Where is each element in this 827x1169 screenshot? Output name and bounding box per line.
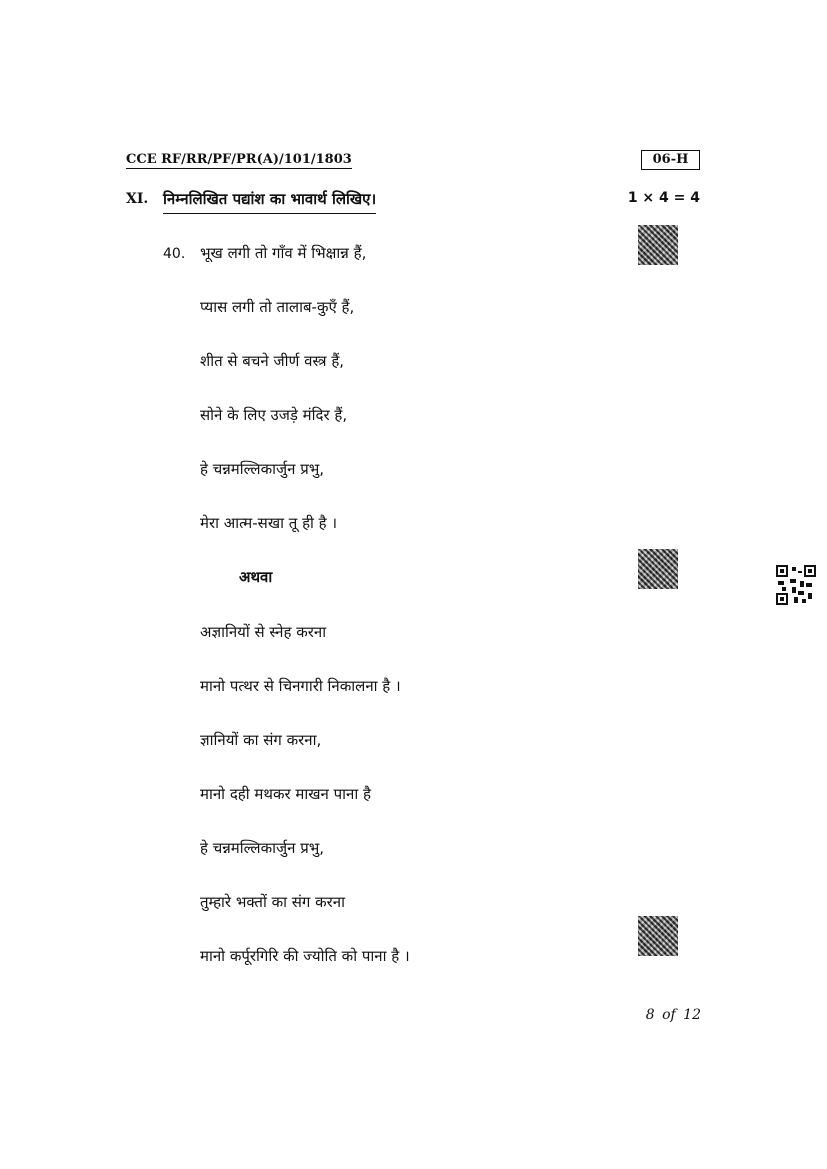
page-number: 8 of 12	[645, 1007, 701, 1023]
poem-line: मानो कर्पूरगिरि की ज्योति को पाना है ।	[200, 947, 410, 965]
paper-series-code: CCE RF/RR/PF/PR(A)/101/1803	[126, 152, 352, 167]
question-title: निम्नलिखित पद्यांश का भावार्थ लिखिए।	[163, 189, 376, 214]
or-label: अथवा	[239, 568, 273, 586]
scan-noise-marker	[638, 549, 678, 589]
poem-line: शीत से बचने जीर्ण वस्त्र हैं,	[200, 352, 345, 370]
scan-noise-marker	[638, 916, 678, 956]
poem-line: मानो पत्थर से चिनगारी निकालना है ।	[200, 677, 401, 695]
marks-allocation: 1 × 4 = 4	[627, 190, 700, 206]
poem-line: भूख लगी तो गाँव में भिक्षान्न हैं,	[200, 244, 367, 262]
poem-line: हे चन्नमल्लिकार्जुन प्रभु,	[200, 839, 325, 857]
poem-line: प्यास लगी तो तालाब-कुएँ हैं,	[200, 298, 355, 316]
poem-line: तुम्हारे भक्तों का संग करना	[200, 893, 346, 911]
item-number: 40.	[163, 246, 186, 262]
poem-line: मानो दही मथकर माखन पाना है	[200, 785, 371, 803]
qr-code-icon	[776, 565, 816, 605]
poem-line: मेरा आत्म-सखा तू ही है ।	[200, 514, 338, 532]
question-number: XI.	[126, 191, 149, 207]
poem-line: सोने के लिए उजड़े मंदिर हैं,	[200, 406, 348, 424]
poem-line: ज्ञानियों का संग करना,	[200, 731, 322, 749]
paper-code-box: 06-H	[641, 150, 700, 170]
scan-noise-marker	[638, 225, 678, 265]
poem-line: हे चन्नमल्लिकार्जुन प्रभु,	[200, 460, 325, 478]
poem-line: अज्ञानियों से स्नेह करना	[200, 623, 327, 641]
